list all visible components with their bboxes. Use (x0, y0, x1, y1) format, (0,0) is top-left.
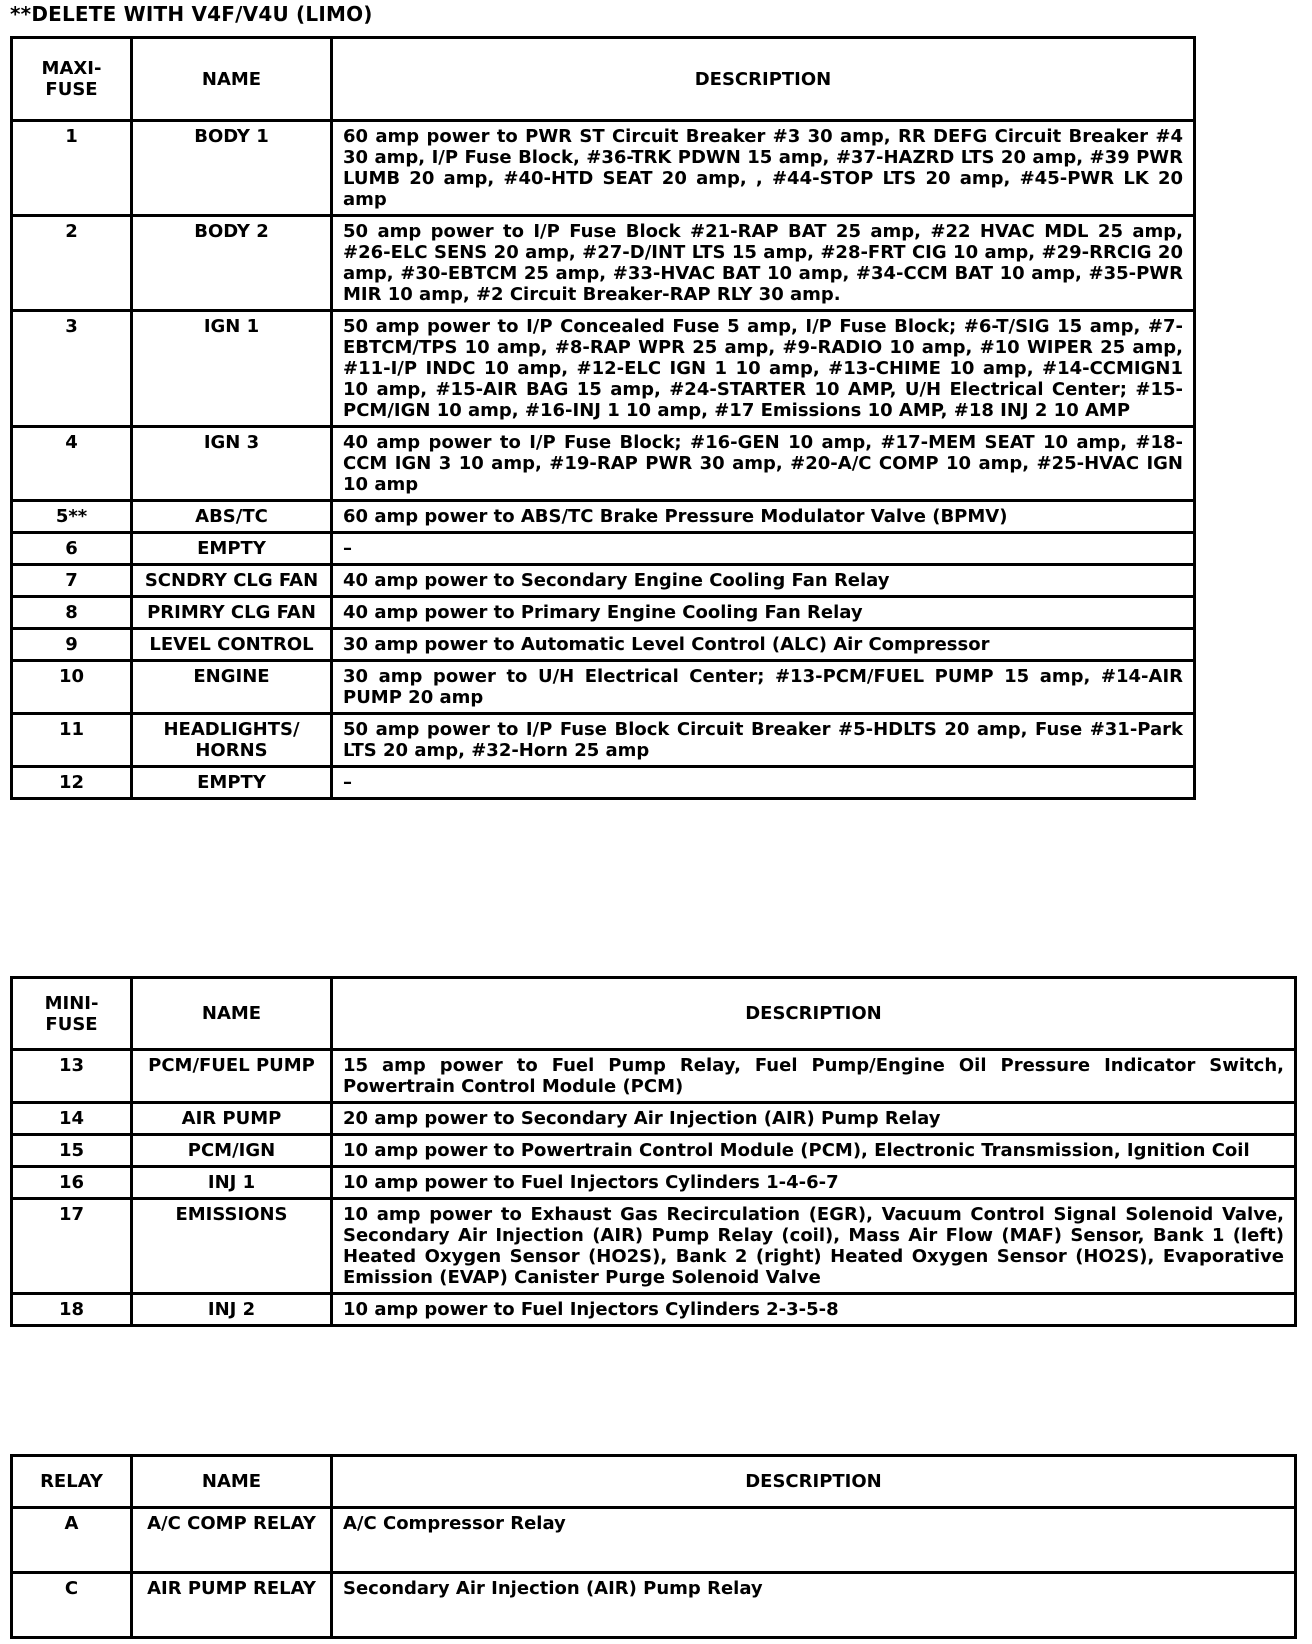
cell-name: AIR PUMP (132, 1103, 332, 1135)
cell-description: 40 amp power to Secondary Engine Cooling Fan Relay (332, 565, 1195, 597)
cell-number: 11 (12, 714, 132, 767)
table-row (12, 767, 1195, 799)
table-row (12, 1167, 1296, 1199)
header-fuse-number: MINI- FUSE (12, 978, 132, 1050)
header-description: DESCRIPTION (332, 38, 1195, 121)
cell-number: 2 (12, 216, 132, 311)
table-row (12, 597, 1195, 629)
mini-fuse-header-row (12, 978, 1296, 1050)
relay-header-row (12, 1456, 1296, 1508)
cell-name: PCM/FUEL PUMP (132, 1050, 332, 1103)
cell-description: 15 amp power to Fuel Pump Relay, Fuel Pump/Engine Oil Pressure Indicator Switch, Powertrain Control Module (PCM) (332, 1050, 1296, 1103)
cell-description: – (332, 767, 1195, 799)
cell-number: 8 (12, 597, 132, 629)
table-row (12, 1508, 1296, 1573)
cell-description: 20 amp power to Secondary Air Injection (AIR) Pump Relay (332, 1103, 1296, 1135)
cell-description: 10 amp power to Fuel Injectors Cylinders 1-4-6-7 (332, 1167, 1296, 1199)
cell-name: BODY 2 (132, 216, 332, 311)
cell-description: 10 amp power to Powertrain Control Module (PCM), Electronic Transmission, Ignition Coil (332, 1135, 1296, 1167)
cell-number: C (12, 1573, 132, 1638)
header-fuse-number: MAXI- FUSE (12, 38, 132, 121)
cell-description: 30 amp power to Automatic Level Control (ALC) Air Compressor (332, 629, 1195, 661)
cell-description: 40 amp power to I/P Fuse Block; #16-GEN 10 amp, #17-MEM SEAT 10 amp, #18-CCM IGN 3 10 amp, #19-RAP PWR 30 amp, #20-A/C COMP 10 amp, #25-HVAC IGN 10 amp (332, 427, 1195, 501)
maxi-fuse-header-row (12, 38, 1195, 121)
table-row (12, 565, 1195, 597)
header-name: NAME (132, 978, 332, 1050)
cell-name: LEVEL CONTROL (132, 629, 332, 661)
cell-name: PRIMRY CLG FAN (132, 597, 332, 629)
cell-number: 14 (12, 1103, 132, 1135)
cell-name: EMPTY (132, 533, 332, 565)
table-row (12, 427, 1195, 501)
table-row (12, 1135, 1296, 1167)
table-row (12, 714, 1195, 767)
cell-name: SCNDRY CLG FAN (132, 565, 332, 597)
delete-note: **DELETE WITH V4F/V4U (LIMO) (10, 2, 373, 26)
maxi-fuse-table (10, 36, 1196, 800)
cell-number: A (12, 1508, 132, 1573)
cell-number: 6 (12, 533, 132, 565)
table-row (12, 1103, 1296, 1135)
table-row (12, 501, 1195, 533)
cell-name: A/C COMP RELAY (132, 1508, 332, 1573)
cell-description: 10 amp power to Exhaust Gas Recirculation (EGR), Vacuum Control Signal Solenoid Valve, Secondary Air Injection (AIR) Pump Relay (coil), Mass Air Flow (MAF) Sensor, Bank 1 (left) Heated Oxygen Sensor (HO2S), Bank 2 (right) Heated Oxygen Sensor (HO2S), Evaporative Emission (EVAP) Canister Purge Solenoid Valve (332, 1199, 1296, 1294)
cell-name: BODY 1 (132, 121, 332, 216)
cell-name: EMISSIONS (132, 1199, 332, 1294)
cell-name: ABS/TC (132, 501, 332, 533)
cell-name: EMPTY (132, 767, 332, 799)
cell-description: 40 amp power to Primary Engine Cooling Fan Relay (332, 597, 1195, 629)
cell-description: 50 amp power to I/P Fuse Block Circuit Breaker #5-HDLTS 20 amp, Fuse #31-Park LTS 20 amp, #32-Horn 25 amp (332, 714, 1195, 767)
cell-description: 60 amp power to PWR ST Circuit Breaker #3 30 amp, RR DEFG Circuit Breaker #4 30 amp, I/P Fuse Block, #36-TRK PDWN 15 amp, #37-HAZRD LTS 20 amp, #39 PWR LUMB 20 amp, #40-HTD SEAT 20 amp, , #44-STOP LTS 20 amp, #45-PWR LK 20 amp (332, 121, 1195, 216)
table-row (12, 661, 1195, 714)
table-row (12, 1294, 1296, 1326)
cell-description: 50 amp power to I/P Concealed Fuse 5 amp, I/P Fuse Block; #6-T/SIG 15 amp, #7-EBTCM/TPS 10 amp, #8-RAP WPR 25 amp, #9-RADIO 10 amp, #10 WIPER 25 amp, #11-I/P INDC 10 amp, #12-ELC IGN 1 10 amp, #13-CHIME 10 amp, #14-CCMIGN1 10 amp, #15-AIR BAG 15 amp, #24-STARTER 10 AMP, U/H Electrical Center; #15-PCM/IGN 10 amp, #16-INJ 1 10 amp, #17 Emissions 10 AMP, #18 INJ 2 10 AMP (332, 311, 1195, 427)
cell-number: 5** (12, 501, 132, 533)
cell-number: 10 (12, 661, 132, 714)
cell-number: 15 (12, 1135, 132, 1167)
cell-description: Secondary Air Injection (AIR) Pump Relay (332, 1573, 1296, 1638)
cell-name: INJ 2 (132, 1294, 332, 1326)
cell-number: 3 (12, 311, 132, 427)
table-row (12, 311, 1195, 427)
relay-table (10, 1454, 1297, 1639)
header-description: DESCRIPTION (332, 978, 1296, 1050)
cell-name: INJ 1 (132, 1167, 332, 1199)
cell-number: 4 (12, 427, 132, 501)
cell-description: A/C Compressor Relay (332, 1508, 1296, 1573)
table-row (12, 1050, 1296, 1103)
cell-number: 1 (12, 121, 132, 216)
header-name: NAME (132, 1456, 332, 1508)
table-row (12, 1573, 1296, 1638)
header-name: NAME (132, 38, 332, 121)
table-row (12, 533, 1195, 565)
header-description: DESCRIPTION (332, 1456, 1296, 1508)
cell-description: – (332, 533, 1195, 565)
cell-name: AIR PUMP RELAY (132, 1573, 332, 1638)
table-row (12, 629, 1195, 661)
cell-name: HEADLIGHTS/ HORNS (132, 714, 332, 767)
cell-number: 18 (12, 1294, 132, 1326)
header-relay-id: RELAY (12, 1456, 132, 1508)
cell-number: 17 (12, 1199, 132, 1294)
cell-number: 12 (12, 767, 132, 799)
table-row (12, 216, 1195, 311)
cell-description: 30 amp power to U/H Electrical Center; #13-PCM/FUEL PUMP 15 amp, #14-AIR PUMP 20 amp (332, 661, 1195, 714)
cell-number: 7 (12, 565, 132, 597)
cell-name: ENGINE (132, 661, 332, 714)
cell-number: 13 (12, 1050, 132, 1103)
cell-number: 9 (12, 629, 132, 661)
cell-description: 60 amp power to ABS/TC Brake Pressure Modulator Valve (BPMV) (332, 501, 1195, 533)
cell-name: PCM/IGN (132, 1135, 332, 1167)
mini-fuse-table (10, 976, 1297, 1327)
cell-number: 16 (12, 1167, 132, 1199)
cell-name: IGN 3 (132, 427, 332, 501)
table-row (12, 121, 1195, 216)
cell-description: 50 amp power to I/P Fuse Block #21-RAP BAT 25 amp, #22 HVAC MDL 25 amp, #26-ELC SENS 20 amp, #27-D/INT LTS 15 amp, #28-FRT CIG 10 amp, #29-RRCIG 20 amp, #30-EBTCM 25 amp, #33-HVAC BAT 10 amp, #34-CCM BAT 10 amp, #35-PWR MIR 10 amp, #2 Circuit Breaker-RAP RLY 30 amp. (332, 216, 1195, 311)
table-row (12, 1199, 1296, 1294)
cell-name: IGN 1 (132, 311, 332, 427)
cell-description: 10 amp power to Fuel Injectors Cylinders 2-3-5-8 (332, 1294, 1296, 1326)
